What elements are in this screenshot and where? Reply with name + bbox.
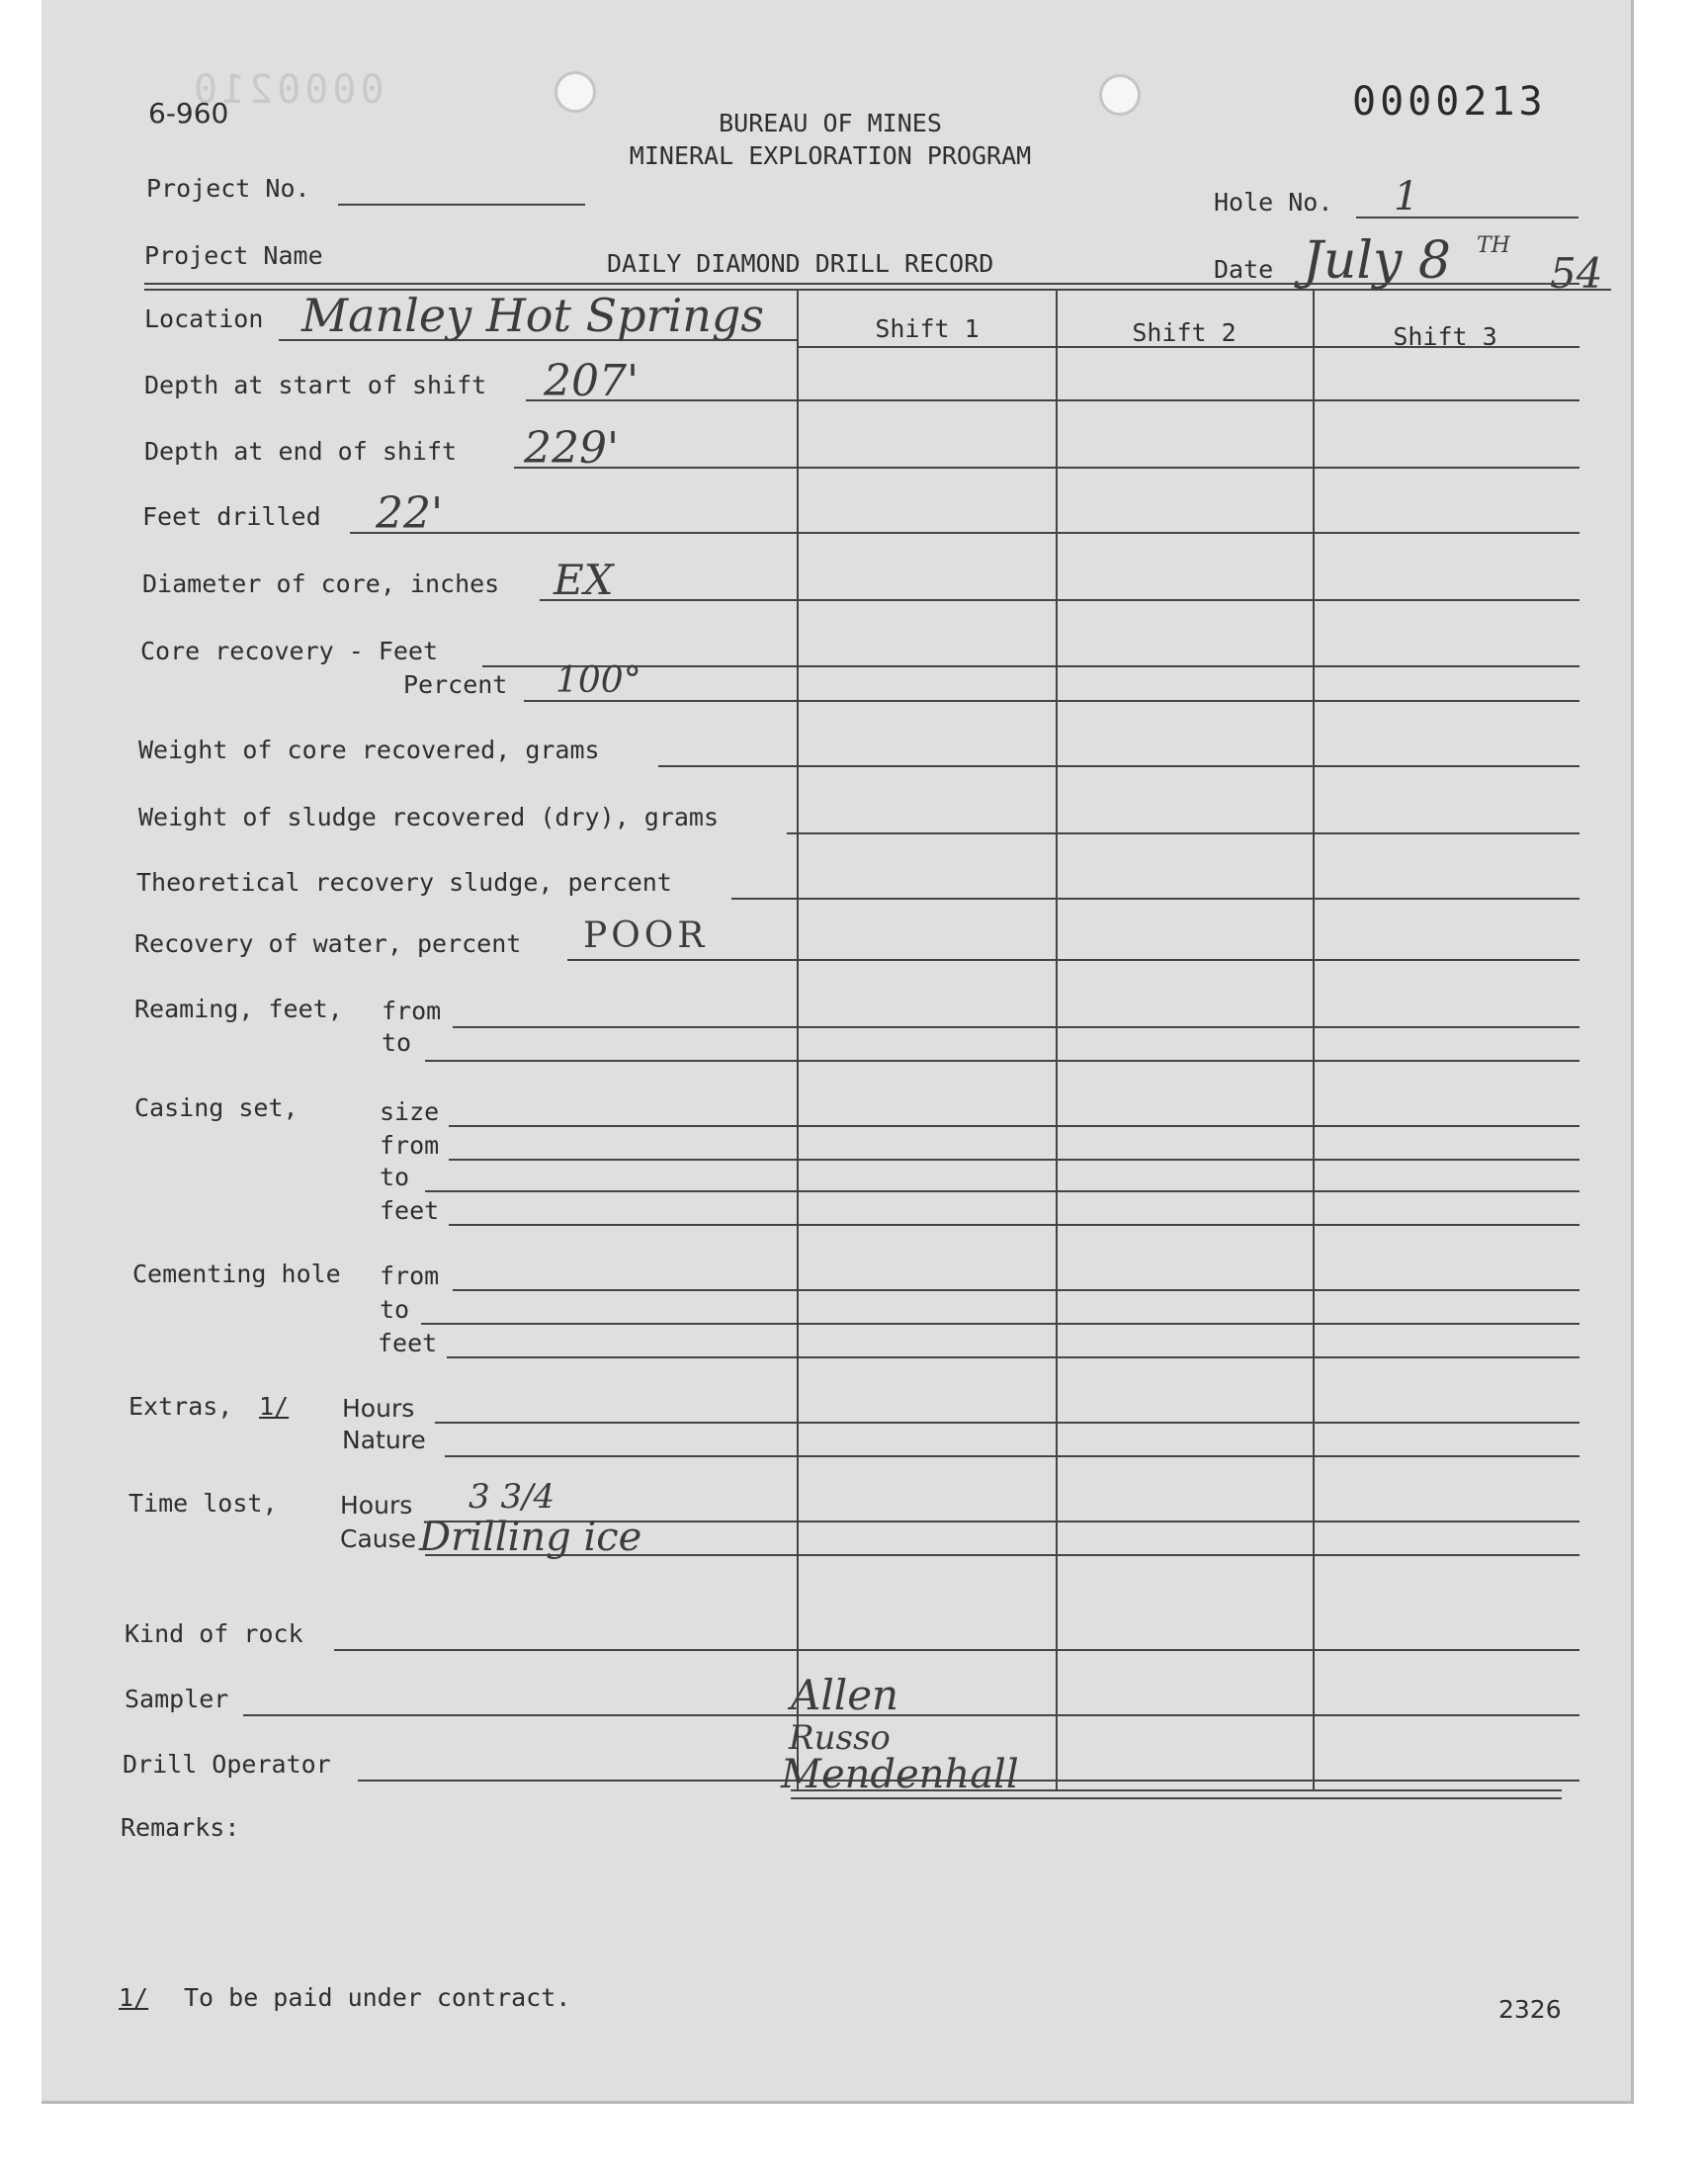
water-line (567, 959, 1580, 961)
core-recovery-line (482, 665, 1580, 667)
diameter-value: EX (554, 556, 614, 604)
cementing-from-label: from (380, 1262, 440, 1290)
cementing-label: Cementing hole (132, 1260, 341, 1288)
weight-core-line (658, 765, 1580, 767)
feet-drilled-value: 22' (376, 488, 444, 539)
hole-no-line (1356, 217, 1579, 218)
extras-nature-line (445, 1455, 1580, 1457)
reaming-from-label: from (382, 997, 442, 1025)
drill-operator-label: Drill Operator (123, 1750, 331, 1779)
cementing-from-line (453, 1289, 1580, 1291)
agency-title: BUREAU OF MINES (719, 109, 942, 137)
extras-footnote-ref: 1/ (259, 1392, 290, 1421)
bleed-through-serial: 0000210 (190, 67, 384, 113)
reaming-to-line (425, 1060, 1580, 1062)
diameter-label: Diameter of core, inches (142, 569, 500, 598)
core-recovery-label: Core recovery - Feet (140, 637, 439, 665)
sampler-label: Sampler (125, 1685, 229, 1713)
location-value: Manley Hot Springs (301, 289, 764, 342)
water-value: POOR (583, 915, 709, 956)
extras-label: Extras, (128, 1392, 233, 1421)
footnote-ref: 1/ (119, 1983, 149, 2012)
time-lost-cause-label: Cause (340, 1524, 417, 1553)
date-value: July 8 (1303, 231, 1451, 291)
page-number: 2326 (1498, 1995, 1562, 2024)
water-label: Recovery of water, percent (134, 929, 522, 958)
shift-3-header: Shift 3 (1393, 322, 1497, 351)
reaming-label: Reaming, feet, (134, 995, 343, 1023)
header-rule-top (144, 283, 1580, 285)
date-year: 54 (1550, 249, 1603, 298)
casing-feet-line (449, 1224, 1580, 1226)
extras-nature-label: Nature (342, 1426, 426, 1454)
hole-no-value: 1 (1394, 174, 1419, 219)
shift-2-header: Shift 2 (1132, 318, 1237, 347)
casing-to-label: to (380, 1163, 410, 1191)
time-lost-hours-label: Hours (340, 1491, 413, 1520)
signature-russo: Russo (789, 1718, 891, 1758)
record-title: DAILY DIAMOND DRILL RECORD (607, 249, 994, 278)
depth-end-label: Depth at end of shift (144, 437, 458, 466)
depth-start-label: Depth at start of shift (144, 371, 487, 399)
casing-feet-label: feet (380, 1196, 440, 1225)
feet-drilled-label: Feet drilled (142, 502, 321, 531)
closing-rule-top (791, 1789, 1562, 1791)
theoretical-label: Theoretical recovery sludge, percent (136, 868, 672, 897)
program-title: MINERAL EXPLORATION PROGRAM (629, 141, 1032, 170)
casing-from-line (449, 1159, 1580, 1161)
hole-no-label: Hole No. (1214, 188, 1333, 217)
cementing-to-line (421, 1323, 1580, 1325)
signature-allen: Allen (791, 1671, 899, 1719)
kind-of-rock-label: Kind of rock (125, 1619, 303, 1648)
depth-end-line (514, 467, 1580, 469)
extras-hours-label: Hours (342, 1394, 415, 1423)
depth-start-line (526, 399, 1580, 401)
casing-label: Casing set, (134, 1093, 299, 1122)
time-lost-hours-value: 3 3/4 (469, 1477, 555, 1517)
remarks-label: Remarks: (121, 1813, 240, 1842)
time-lost-cause-value: Drilling ice (419, 1515, 642, 1560)
percent-label: Percent (403, 670, 508, 699)
casing-size-line (449, 1125, 1580, 1127)
cementing-feet-label: feet (378, 1329, 438, 1357)
feet-drilled-line (350, 532, 1580, 534)
date-suffix: TH (1477, 233, 1510, 258)
column-divider-3 (1313, 289, 1315, 1789)
signature-mendenhall: Mendenhall (781, 1752, 1019, 1797)
casing-from-label: from (380, 1131, 440, 1160)
cementing-feet-line (447, 1356, 1580, 1358)
theoretical-line (731, 898, 1580, 900)
depth-end-value: 229' (524, 423, 620, 474)
column-divider-2 (1056, 289, 1058, 1789)
weight-sludge-line (787, 832, 1580, 834)
project-name-label: Project Name (144, 241, 323, 270)
date-label: Date (1214, 255, 1274, 284)
time-lost-label: Time lost, (128, 1489, 278, 1518)
reaming-from-line (453, 1026, 1580, 1028)
percent-line (524, 700, 1580, 702)
cementing-to-label: to (380, 1295, 410, 1324)
kind-of-rock-line (334, 1649, 1580, 1651)
closing-rule-bottom (791, 1797, 1562, 1799)
serial-number: 0000213 (1352, 79, 1547, 125)
reaming-to-label: to (382, 1028, 412, 1057)
footnote-text: To be paid under contract. (184, 1983, 571, 2012)
sampler-line (243, 1714, 1580, 1716)
casing-to-line (425, 1190, 1580, 1192)
depth-start-value: 207' (544, 356, 640, 406)
weight-sludge-label: Weight of sludge recovered (dry), grams (138, 803, 719, 831)
shift-header-line (799, 346, 1580, 348)
form-number: 6-960 (148, 97, 229, 130)
casing-size-label: size (380, 1097, 440, 1126)
shift-1-header: Shift 1 (875, 314, 980, 343)
column-divider-1 (797, 289, 799, 1789)
project-no-line (338, 204, 585, 206)
punch-hole-left (555, 71, 596, 113)
location-label: Location (144, 304, 264, 333)
weight-core-label: Weight of core recovered, grams (138, 736, 600, 764)
project-no-label: Project No. (146, 174, 310, 203)
extras-hours-line (435, 1422, 1580, 1424)
diameter-line (540, 599, 1580, 601)
percent-value: 100° (555, 660, 641, 701)
